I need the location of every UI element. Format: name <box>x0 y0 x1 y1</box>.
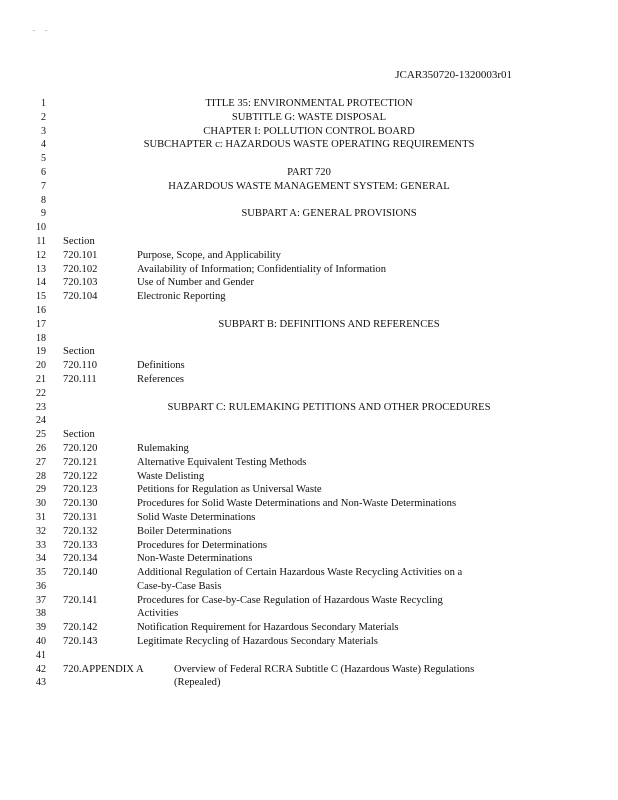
section-number: 720.142 <box>63 622 98 634</box>
line-number: 7 <box>41 180 46 192</box>
section-number: 720.102 <box>63 263 98 275</box>
line-number: 12 <box>36 249 46 261</box>
section-number: 720.130 <box>63 498 98 510</box>
doc-line <box>0 138 618 152</box>
section-title: Solid Waste Determinations <box>137 511 256 523</box>
line-number: 13 <box>36 263 46 275</box>
toc-entry <box>0 552 618 566</box>
section-number: 720.133 <box>63 539 98 551</box>
section-title: Procedures for Determinations <box>137 539 268 551</box>
line-number: 2 <box>41 111 46 123</box>
toc-entry <box>0 594 618 608</box>
section-label: Section <box>63 346 95 358</box>
appendix-number: 720.APPENDIX A <box>63 663 144 675</box>
doc-line <box>0 97 618 111</box>
doc-line <box>0 221 618 235</box>
toc-entry <box>0 483 618 497</box>
section-title: Purpose, Scope, and Applicability <box>137 249 281 261</box>
doc-line <box>0 166 618 180</box>
section-title: Use of Number and Gender <box>137 277 255 289</box>
section-number: 720.103 <box>63 277 98 289</box>
section-title: Legitimate Recycling of Hazardous Secondary Materials <box>137 636 378 648</box>
section-number: 720.140 <box>63 567 98 579</box>
toc-entry <box>0 525 618 539</box>
line-number: 35 <box>36 567 46 579</box>
section-title: Boiler Determinations <box>137 525 232 537</box>
section-title: Waste Delisting <box>137 470 205 482</box>
section-number: 720.121 <box>63 456 98 468</box>
section-number: 720.111 <box>63 373 97 385</box>
toc-entry <box>0 290 618 304</box>
appendix-entry <box>0 663 618 677</box>
section-label: Section <box>63 235 95 247</box>
line-number: 37 <box>36 594 46 606</box>
scan-mark: . . <box>33 24 51 33</box>
section-number: 720.143 <box>63 636 98 648</box>
section-number: 720.141 <box>63 594 98 606</box>
section-title: Rulemaking <box>137 442 189 454</box>
line-number: 8 <box>41 194 46 206</box>
section-number: 720.110 <box>63 360 98 372</box>
toc-entry <box>0 539 618 553</box>
line-number: 29 <box>36 484 46 496</box>
toc-entry-continuation <box>0 607 618 621</box>
toc-entry <box>0 442 618 456</box>
doc-line <box>0 649 618 663</box>
toc-entry <box>0 635 618 649</box>
line-number: 22 <box>36 387 46 399</box>
line-number: 9 <box>41 208 46 220</box>
section-number: 720.134 <box>63 553 98 565</box>
doc-line <box>0 387 618 401</box>
doc-line <box>0 414 618 428</box>
line-number: 32 <box>36 525 46 537</box>
line-number: 10 <box>36 222 46 234</box>
section-title-continuation: Case-by-Case Basis <box>137 580 222 592</box>
line-number: 41 <box>36 649 46 661</box>
line-number: 16 <box>36 304 46 316</box>
doc-line <box>0 304 618 318</box>
line-number: 20 <box>36 360 46 372</box>
line-number: 34 <box>36 553 46 565</box>
line-number: 17 <box>36 318 46 330</box>
line-number: 33 <box>36 539 46 551</box>
line-number: 36 <box>36 580 46 592</box>
section-title: Notification Requirement for Hazardous Secondary Materials <box>137 622 399 634</box>
section-title: Petitions for Regulation as Universal Waste <box>137 484 322 496</box>
section-number: 720.120 <box>63 442 98 454</box>
line-number: 6 <box>41 166 46 178</box>
doc-line <box>0 125 618 139</box>
doc-line <box>0 180 618 194</box>
line-number: 11 <box>36 235 46 247</box>
part-heading: PART 720 <box>287 166 331 178</box>
section-title: Availability of Information; Confidentiality of Information <box>137 263 386 275</box>
doc-line <box>0 345 618 359</box>
line-number: 31 <box>36 511 46 523</box>
section-title: Definitions <box>137 360 185 372</box>
line-number: 21 <box>36 373 46 385</box>
doc-line <box>0 332 618 346</box>
toc-entry <box>0 456 618 470</box>
line-list <box>0 97 618 690</box>
line-number: 18 <box>36 332 46 344</box>
title-heading: TITLE 35: ENVIRONMENTAL PROTECTION <box>205 98 413 109</box>
section-number: 720.122 <box>63 470 98 482</box>
line-number: 1 <box>41 98 46 109</box>
section-title: Procedures for Solid Waste Determinations and Non-Waste Determinations <box>137 498 457 510</box>
line-number: 28 <box>36 470 46 482</box>
line-number: 24 <box>36 415 46 427</box>
toc-entry-continuation <box>0 580 618 594</box>
section-title: Electronic Reporting <box>137 291 226 303</box>
toc-entry <box>0 497 618 511</box>
doc-line <box>0 111 618 125</box>
doc-line <box>0 401 618 415</box>
section-number: 720.132 <box>63 525 98 537</box>
line-number: 14 <box>36 277 46 289</box>
section-title: References <box>137 373 185 385</box>
section-title-continuation: Activities <box>137 608 179 620</box>
line-number: 39 <box>36 622 46 634</box>
section-label: Section <box>63 429 95 441</box>
subpart-b-heading: SUBPART B: DEFINITIONS AND REFERENCES <box>218 318 440 330</box>
section-number: 720.123 <box>63 484 98 496</box>
section-title: Additional Regulation of Certain Hazardous Waste Recycling Activities on a <box>137 567 463 579</box>
subchapter-heading: SUBCHAPTER c: HAZARDOUS WASTE OPERATING REQUIREMENTS <box>143 139 475 151</box>
toc-entry <box>0 373 618 387</box>
line-number: 27 <box>36 456 46 468</box>
doc-line <box>0 235 618 249</box>
chapter-heading: CHAPTER I: POLLUTION CONTROL BOARD <box>203 125 415 137</box>
subpart-a-heading: SUBPART A: GENERAL PROVISIONS <box>241 208 417 220</box>
line-number: 3 <box>41 125 46 137</box>
toc-entry <box>0 621 618 635</box>
line-number: 42 <box>36 663 46 675</box>
line-number: 15 <box>36 291 46 303</box>
line-number: 25 <box>36 429 46 441</box>
doc-line <box>0 428 618 442</box>
doc-line <box>0 207 618 221</box>
toc-entry <box>0 359 618 373</box>
doc-line <box>0 194 618 208</box>
section-title: Non-Waste Determinations <box>137 553 253 565</box>
toc-entry <box>0 276 618 290</box>
section-number: 720.131 <box>63 511 98 523</box>
line-number: 19 <box>36 346 46 358</box>
subtitle-heading: SUBTITLE G: WASTE DISPOSAL <box>231 111 387 123</box>
section-title: Alternative Equivalent Testing Methods <box>137 456 307 468</box>
appendix-title: Overview of Federal RCRA Subtitle C (Hazardous Waste) Regulations <box>174 663 475 675</box>
section-title: Procedures for Case-by-Case Regulation of Hazardous Waste Recycling <box>137 594 443 606</box>
doc-line <box>0 318 618 332</box>
section-number: 720.104 <box>63 291 98 303</box>
toc-entry <box>0 249 618 263</box>
toc-entry <box>0 566 618 580</box>
line-number: 26 <box>36 442 46 454</box>
part-title-heading: HAZARDOUS WASTE MANAGEMENT SYSTEM: GENERAL <box>168 180 450 192</box>
document-id: JCAR350720-1320003r01 <box>395 69 512 81</box>
line-number: 40 <box>36 636 46 648</box>
toc-entry <box>0 470 618 484</box>
line-number: 5 <box>41 153 46 165</box>
appendix-title-continuation: (Repealed) <box>174 677 221 689</box>
toc-entry <box>0 511 618 525</box>
line-number: 23 <box>36 401 46 413</box>
line-number: 30 <box>36 498 46 510</box>
toc-entry <box>0 263 618 277</box>
subpart-c-heading: SUBPART C: RULEMAKING PETITIONS AND OTHER PROCEDURES <box>167 401 491 413</box>
appendix-continuation <box>0 676 618 690</box>
line-number: 4 <box>41 139 46 151</box>
section-number: 720.101 <box>63 249 98 261</box>
doc-line <box>0 152 618 166</box>
line-number: 43 <box>36 677 46 689</box>
line-number: 38 <box>36 608 46 620</box>
